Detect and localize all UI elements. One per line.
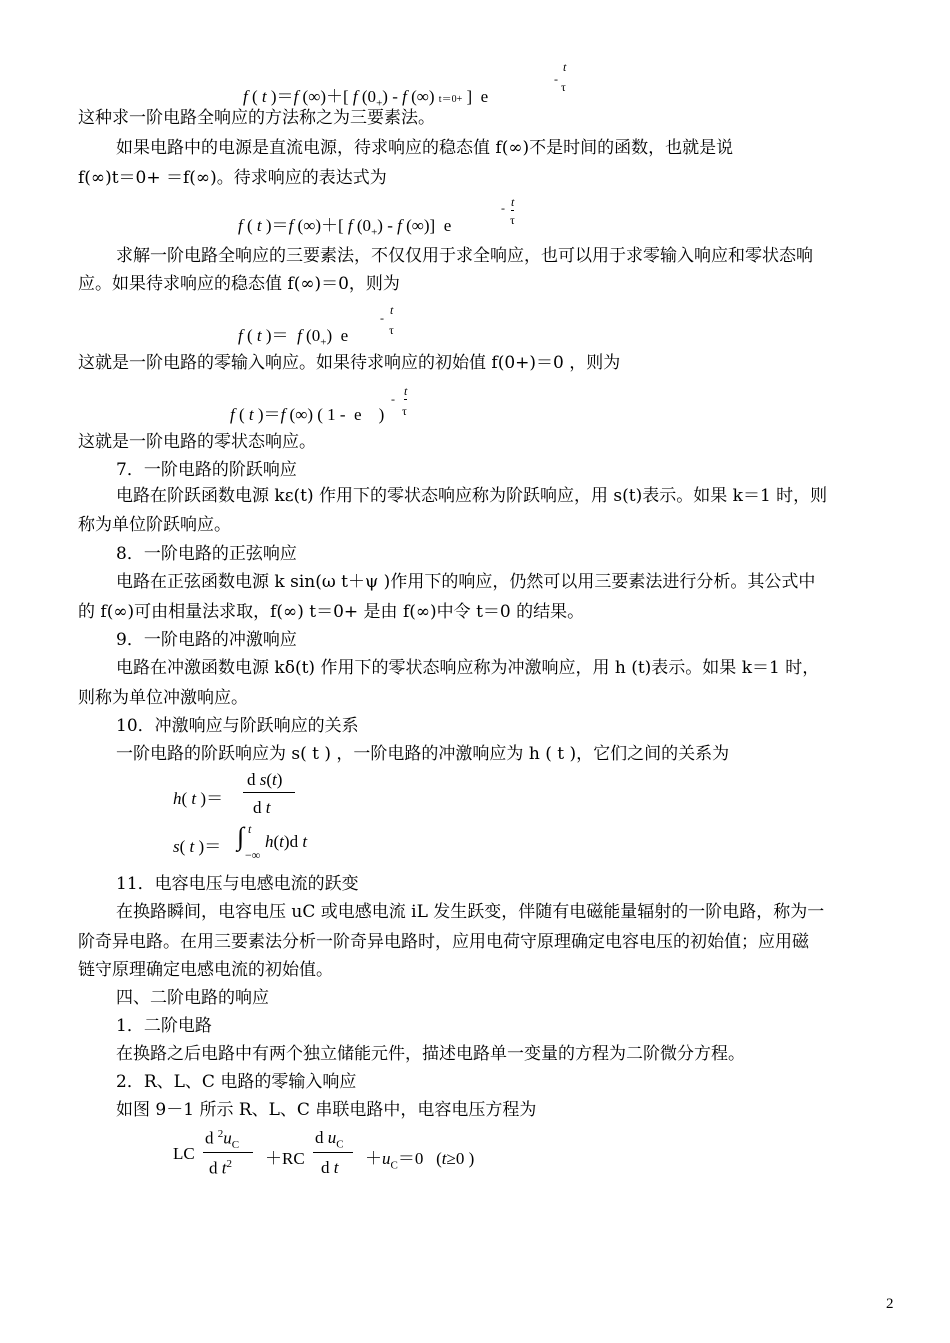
- paragraph: 如果电路中的电源是直流电源，待求响应的稳态值 f(∞)不是时间的函数，也就是说: [116, 138, 734, 158]
- section-heading: 1．二阶电路: [116, 1016, 212, 1036]
- page-number: 2: [886, 1296, 894, 1312]
- section-heading: 8．一阶电路的正弦响应: [116, 544, 297, 564]
- section-heading: 2．R、L、C 电路的零输入响应: [116, 1072, 357, 1092]
- paragraph: 在换路瞬间，电容电压 uC 或电感电流 iL 发生跃变，伴随有电磁能量辐射的一阶电路，称为一: [116, 902, 825, 922]
- equation-7: LC d $^2u_C$ d $t^2$ ＋RC d $u_C$ d t $+u_C=0$ (t≥0 ): [173, 1128, 475, 1178]
- equation-5: h( t )＝ d s(t) d t: [173, 770, 313, 820]
- paragraph: 这就是一阶电路的零输入响应。如果待求响应的初始值 f(0+)＝0 ，则为: [78, 353, 621, 373]
- paragraph: 链守原理确定电感电流的初始值。: [78, 960, 333, 980]
- section-heading: 9．一阶电路的冲激响应: [116, 630, 297, 650]
- paragraph: 求解一阶电路全响应的三要素法，不仅仅用于求全响应，也可以用于求零输入响应和零状态响: [116, 246, 813, 266]
- paragraph: 如图 9－1 所示 R、L、C 串联电路中，电容电压方程为: [116, 1100, 537, 1120]
- equation-2: f ( t )＝f (∞)＋[ f $(0_+)$ - f (∞)] e - t τ: [238, 195, 515, 239]
- equation-4: f ( t )＝f (∞) ( 1 - e ) - t τ: [230, 384, 408, 424]
- section-heading: 11．电容电压与电感电流的跃变: [116, 874, 359, 894]
- paragraph: 称为单位阶跃响应。: [78, 515, 231, 535]
- equation-3: f ( t )＝ f $(0_+)$ e - t τ: [238, 303, 394, 349]
- paragraph: 电路在正弦函数电源 k sin(ω t＋ψ )作用下的响应，仍然可以用三要素法进行分析。其公式中: [116, 572, 816, 592]
- equation-1: f ( t )＝f (∞)＋[ f $(0_+)$ - f (∞) t＝0+ ] e - t τ: [243, 60, 567, 110]
- equation-6: s( t )＝ ∫ t −∞ h(t)d t: [173, 822, 308, 862]
- paragraph: 的 f(∞)可由相量法求取，f(∞) t＝0+ 是由 f(∞)中令 t＝0 的结果。: [78, 602, 585, 622]
- paragraph: 一阶电路的阶跃响应为 s( t ) ，一阶电路的冲激响应为 h ( t )，它们之间的关系为: [116, 744, 730, 764]
- paragraph: 电路在阶跃函数电源 kε(t) 作用下的零状态响应称为阶跃响应，用 s(t)表示。如果 k＝1 时，则: [116, 486, 828, 506]
- paragraph: 电路在冲激函数电源 kδ(t) 作用下的零状态响应称为冲激响应，用 h (t)表示。如果 k＝1 时，: [116, 658, 820, 678]
- paragraph: 这种求一阶电路全响应的方法称之为三要素法。: [78, 108, 435, 128]
- section-heading: 10．冲激响应与阶跃响应的关系: [116, 716, 359, 736]
- paragraph: 则称为单位冲激响应。: [78, 688, 248, 708]
- paragraph: 在换路之后电路中有两个独立储能元件，描述电路单一变量的方程为二阶微分方程。: [116, 1044, 745, 1064]
- paragraph: 阶奇异电路。在用三要素法分析一阶奇异电路时，应用电荷守原理确定电容电压的初始值；应用磁: [78, 932, 809, 952]
- section-heading: 四、二阶电路的响应: [116, 988, 269, 1008]
- paragraph: 应。如果待求响应的稳态值 f(∞)＝0，则为: [78, 274, 400, 294]
- paragraph: 这就是一阶电路的零状态响应。: [78, 432, 316, 452]
- section-heading: 7．一阶电路的阶跃响应: [116, 460, 297, 480]
- paragraph: f(∞)t＝0+ ＝f(∞)。待求响应的表达式为: [78, 168, 387, 188]
